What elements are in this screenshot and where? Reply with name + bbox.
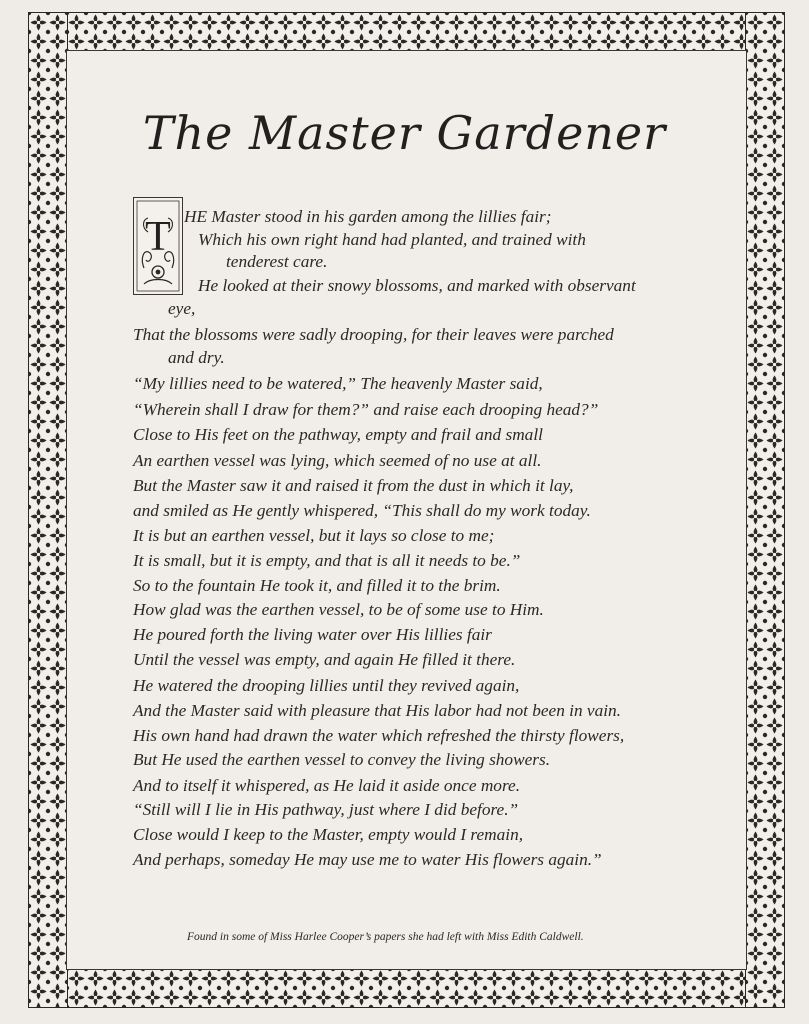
poem-line: His own hand had drawn the water which refreshed the thirsty flowers, [133,726,625,745]
poem-line: and smiled as He gently whispered, “This shall do my work today. [133,501,591,520]
poem-line: tenderest care. [226,252,328,271]
footer-note: Found in some of Miss Harlee Cooper’s papers she had left with Miss Edith Caldwell. [187,931,584,943]
poem-line: Close would I keep to the Master, empty would I remain, [133,825,524,844]
poem-line: “Wherein shall I draw for them?” and raise each drooping head?” [133,400,599,419]
poem-line: eye, [168,299,196,318]
poem-line: But the Master saw it and raised it from the dust in which it lay, [133,476,574,495]
poem-line: and dry. [168,348,225,367]
poem-line: And the Master said with pleasure that His labor had not been in vain. [133,701,622,720]
poem-line: But He used the earthen vessel to convey the living showers. [133,750,551,769]
page-title: The Master Gardener [142,106,667,160]
poem-line: Until the vessel was empty, and again He filled it there. [133,650,516,669]
poem-line: “Still will I lie in His pathway, just where I did before.” [133,800,519,819]
poem-line: It is small, but it is empty, and that is all it needs to be.” [133,551,521,570]
poem-line: HE Master stood in his garden among the lillies fair; [184,207,552,226]
drop-cap-letter: T [145,214,171,260]
poem-line: So to the fountain He took it, and filled it to the brim. [133,576,501,595]
poem-line: Which his own right hand had planted, and trained with [198,230,586,249]
poem-line: And perhaps, someday He may use me to water His flowers again.” [133,850,602,869]
poem-line: And to itself it whispered, as He laid it aside once more. [133,776,521,795]
poem-line: Close to His feet on the pathway, empty and frail and small [133,425,543,444]
poem-line: “My lillies need to be watered,” The heavenly Master said, [133,374,543,393]
poem-line: He watered the drooping lillies until they revived again, [133,676,520,695]
poem-line: How glad was the earthen vessel, to be of some use to Him. [133,600,544,619]
poem-line: That the blossoms were sadly drooping, for their leaves were parched [133,325,614,344]
poem-line: An earthen vessel was lying, which seemed of no use at all. [133,451,542,470]
poem-line: It is but an earthen vessel, but it lays so close to me; [133,526,495,545]
poem-line: He looked at their snowy blossoms, and marked with observant [198,276,636,295]
poem-line: He poured forth the living water over His lillies fair [133,625,492,644]
